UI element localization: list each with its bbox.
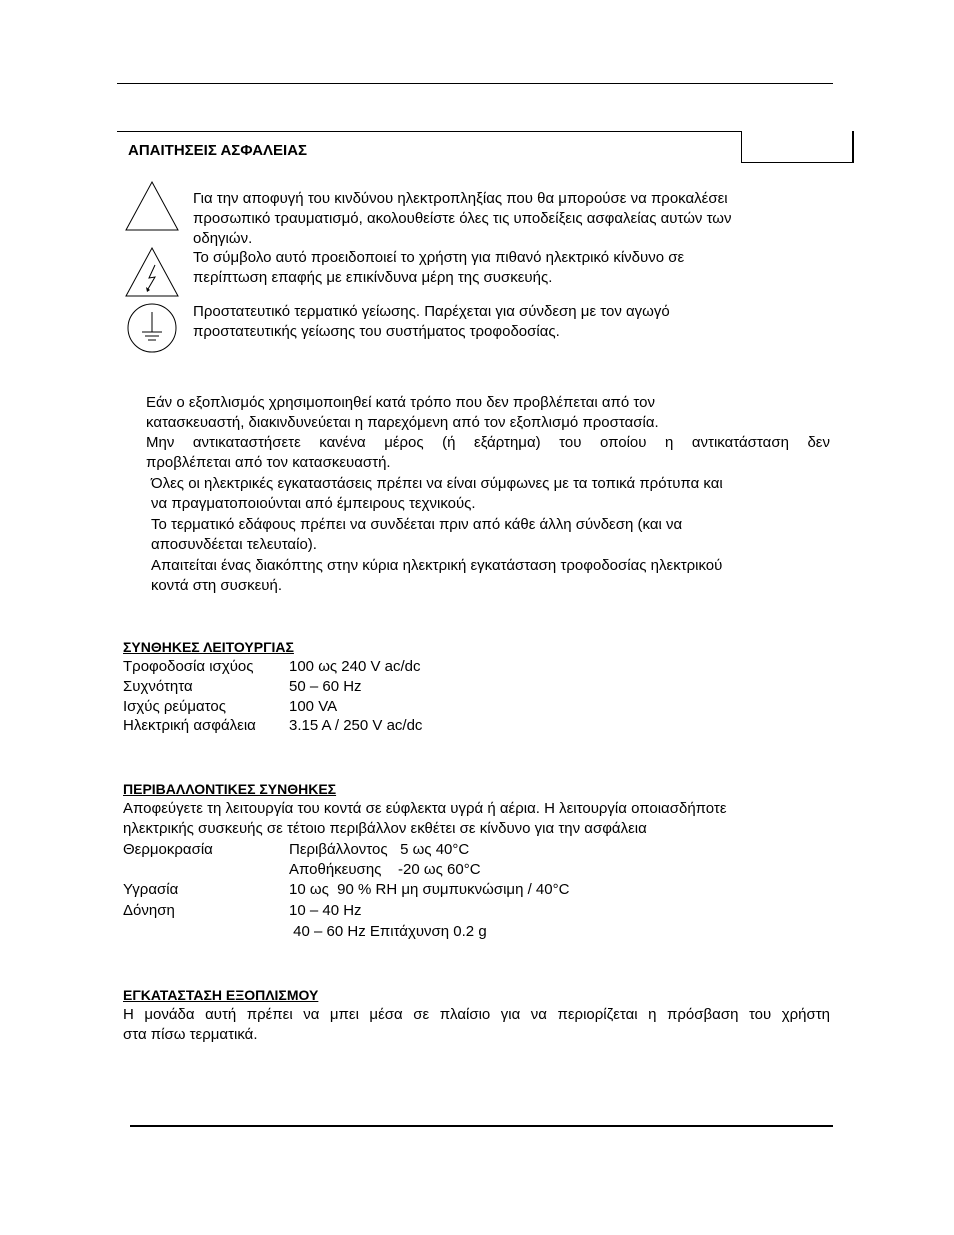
- warning-line: Μην αντικαταστήσετε κανένα μέρος (ή εξάρτημα) του οποίου η αντικατάσταση δεν: [146, 434, 830, 451]
- spec-value: 3.15 A / 250 V ac/dc: [289, 717, 423, 734]
- warning-triangle-icon: [124, 180, 180, 232]
- spec-label: Συχνότητα: [123, 678, 193, 695]
- spec-value: 50 – 60 Hz: [289, 678, 362, 695]
- symbol-1-line: προσωπικό τραυματισμό, ακολουθείστε όλες τις υποδείξεις ασφαλείας αυτών των: [193, 210, 732, 227]
- spec-value: 100 VA: [289, 698, 338, 715]
- section-header-tab: [741, 131, 854, 163]
- environment-intro-line: ηλεκτρικής συσκευής σε τέτοιο περιβάλλον εκθέτει σε κίνδυνο για την ασφάλεια: [123, 820, 647, 837]
- warning-line: αποσυνδέεται τελευταίο).: [151, 536, 317, 553]
- top-rule: [117, 83, 833, 84]
- environment-intro-line: Αποφεύγετε τη λειτουργία του κοντά σε εύφλεκτα υγρά ή αέρια. Η λειτουργία οποιασδήποτε: [123, 800, 727, 817]
- spec-label: Ηλεκτρική ασφάλεια: [123, 717, 256, 734]
- symbol-3-line: Προστατευτικό τερματικό γείωσης. Παρέχεται για σύνδεση με τον αγωγό: [193, 303, 670, 320]
- section-title: ΑΠΑΙΤΗΣΕΙΣ ΑΣΦΑΛΕΙΑΣ: [128, 142, 308, 159]
- symbol-3-line: προστατευτικής γείωσης του συστήματος τροφοδοσίας.: [193, 323, 560, 340]
- spec-label: Υγρασία: [123, 881, 179, 898]
- warning-line: να πραγματοποιούνται από έμπειρους τεχνικούς.: [151, 495, 476, 512]
- bottom-rule: [130, 1125, 833, 1127]
- installation-line: Η μονάδα αυτή πρέπει να μπει μέσα σε πλαίσιο για να περιορίζεται η πρόσβαση του χρήστη: [123, 1006, 830, 1023]
- electric-shock-warning-icon: [124, 246, 180, 298]
- symbol-1-line: οδηγιών.: [193, 230, 253, 247]
- warning-line: προβλέπεται από τον κατασκευαστή.: [146, 454, 391, 471]
- spec-value: 40 – 60 Hz Επιτάχυνση 0.2 g: [289, 923, 487, 940]
- spec-label: Θερμοκρασία: [123, 841, 213, 858]
- warning-line: κοντά στη συσκευή.: [151, 577, 283, 594]
- warning-line: κατασκευαστή, διακινδυνεύεται η παρεχόμενη από τον εξοπλισμό προστασία.: [146, 414, 659, 431]
- spec-label: Ισχύς ρεύματος: [123, 698, 226, 715]
- symbol-1-line: Για την αποφυγή του κινδύνου ηλεκτροπληξίας που θα μπορούσε να προκαλέσει: [193, 190, 728, 207]
- warning-line: Απαιτείται ένας διακόπτης στην κύρια ηλεκτρική εγκατάσταση τροφοδοσίας ηλεκτρικού: [151, 557, 723, 574]
- spec-value: 10 ως 90 % RH μη συμπυκνώσιμη / 40°C: [289, 881, 570, 898]
- spec-value: 100 ως 240 V ac/dc: [289, 658, 421, 675]
- symbol-2-line: Το σύμβολο αυτό προειδοποιεί το χρήστη για πιθανό ηλεκτρικό κίνδυνο σε: [193, 249, 685, 266]
- symbol-2-line: περίπτωση επαφής με επικίνδυνα μέρη της συσκευής.: [193, 269, 553, 286]
- protective-earth-icon: [125, 302, 181, 354]
- warning-line: Όλες οι ηλεκτρικές εγκαταστάσεις πρέπει να είναι σύμφωνες με τα τοπικά πρότυπα και: [151, 475, 723, 492]
- warning-line: Εάν ο εξοπλισμός χρησιμοποιηθεί κατά τρόπο που δεν προβλέπεται από τον: [146, 394, 655, 411]
- operating-conditions-title: ΣΥΝΘΗΚΕΣ ΛΕΙΤΟΥΡΓΙΑΣ: [123, 639, 294, 655]
- spec-value: Αποθήκευσης -20 ως 60°C: [289, 861, 481, 878]
- environmental-conditions-title: ΠΕΡΙΒΑΛΛΟΝΤΙΚΕΣ ΣΥΝΘΗΚΕΣ: [123, 781, 337, 797]
- installation-line: στα πίσω τερματικά.: [123, 1026, 258, 1043]
- equipment-installation-title: ΕΓΚΑΤΑΣΤΑΣΗ ΕΞΟΠΛΙΣΜΟΥ: [123, 987, 319, 1003]
- spec-label: Τροφοδοσία ισχύος: [123, 658, 254, 675]
- spec-label: Δόνηση: [123, 902, 175, 919]
- warning-line: Το τερματικό εδάφους πρέπει να συνδέεται πριν από κάθε άλλη σύνδεση (και να: [151, 516, 683, 533]
- spec-value: 10 – 40 Hz: [289, 902, 362, 919]
- spec-value: Περιβάλλοντος 5 ως 40°C: [289, 841, 470, 858]
